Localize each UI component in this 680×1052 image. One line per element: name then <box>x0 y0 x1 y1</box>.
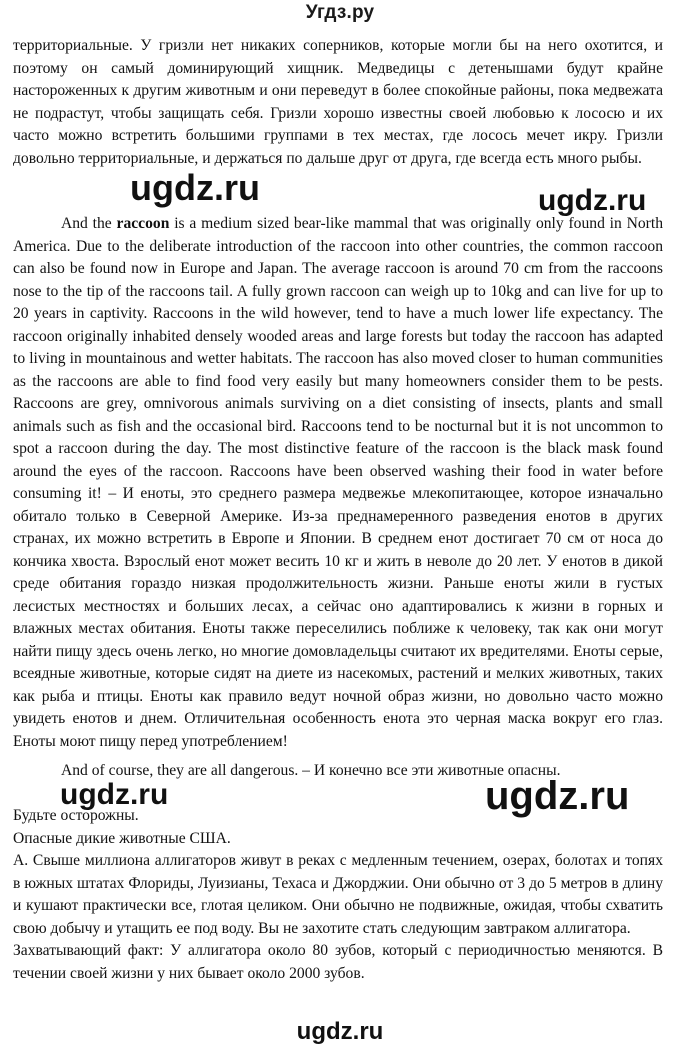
paragraph-dangerous: And of course, they are all dangerous. – И конечно все эти животные опасны. <box>61 762 561 779</box>
paragraph-raccoon <box>13 213 663 753</box>
section-dangerous-animals <box>13 805 663 985</box>
paragraph-alligator: А. Свыше миллиона аллигаторов живут в реках с медленным течением, озерах, болотах и топях в южных штатах Флориды, Луизианы, Техаса и Джорджии. Они обычно от 3 до 5 метров в длину и кушают практически все, глотая целиком. Они обычно не подвижные, ожидая, чтобы схватить свою добычу и утащить ее под воду. Вы не захотите стать следующим завтраком аллигатора. <box>13 852 663 937</box>
site-header: Угдз.ру <box>305 2 375 23</box>
section-title: Опасные дикие животные США. <box>13 829 231 847</box>
watermark-2: ugdz.ru <box>538 184 647 217</box>
line-be-careful: Будьте осторожны. <box>13 807 139 824</box>
raccoon-lead-text: And the <box>61 215 117 232</box>
watermark-1: ugdz.ru <box>130 167 260 208</box>
paragraph-fact: Захватывающий факт: У аллигатора около 80 зубов, который с периодичностью меняются. В течении своей жизни у них бывает около 2000 зубов. <box>13 942 663 982</box>
site-footer: ugdz.ru <box>296 1018 384 1045</box>
paragraph-grizzly-continued: территориальные. У гризли нет никаких соперников, которые могли бы на него охотится, и поэтому он самый доминирующий хищник. Медведицы с детенышами будут крайне настороженных к другим животным и они переведут в более спокойные районы, пока медвежата не подрастут, чтобы защищать себя. Гризли хорошо известны своей любовью к лососю и их часто можно встретить большими группами в тех местах, где лосось мечет икру. Гризли довольно территориальные, и держаться по дальше друг от друга, где всегда есть много рыбы. <box>13 37 663 167</box>
raccoon-body-text: is a medium sized bear-like mammal that was originally only found in North America. Due to the deliberate introduction of the raccoon into other countries, the common raccoon can also be found now in Europe and Japan. The average raccoon is around 70 cm from the raccoons nose to the tip of the raccoons tail. A fully grown raccoon can weigh up to 10kg and can live for up to 20 years in captivity. Raccoons in the wild however, tend to have a much lower life expectancy. The raccoon originally inhabited densely wooded areas and large forests but today the raccoon has adapted to living in mountainous and wetter habitats. The raccoon has also moved closer to human communities as the raccoons are able to find food very easily but many homeowners consider them to be pests. Raccoons are grey, omnivorous animals surviving on a diet consisting of insects, plants and small animals such as fish and the occasional bird. Raccoons tend to be nocturnal but it is not uncommon to spot a raccoon during the day. The most distinctive feature of the raccoon is the black mask found around the eyes of the raccoon. Raccoons have been observed washing their food in water before consuming it! – И еноты, это среднего размера медвежье млекопитающее, которое изначально обитало только в Северной Америке. Из-за преднамеренного разведения енотов в других странах, их можно встретить в Европе и Японии. В среднем енот достигает 70 см от носа до кончика хвоста. Взрослый енот может весить 10 кг и жить в неволе до 20 лет. У енотов в дикой среде обитания гораздо низкая продолжительность жизни. Раньше еноты жили в густых лесистых местностях и больших лесах, а сейчас оно адаптировались к жизни в горных и влажных местах обитания. Еноты также переселились поближе к человеку, так как они могут найти пищу здесь очень легко, но многие домовладельцы считают их вредителями. Еноты серые, всеядные животные, которые сидят на диете из насекомых, растений и мелких животных, таких как рыба и птицы. Еноты как правило ведут ночной образ жизни, но довольно часто можно увидеть енотов и днем. Отличительная особенность енота это черная маска вокруг его глаз. Еноты моют пищу перед употреблением! <box>13 215 664 750</box>
raccoon-term: raccoon <box>116 215 170 232</box>
watermark-3: ugdz.ru <box>60 778 169 811</box>
watermark-4: ugdz.ru <box>485 774 630 818</box>
